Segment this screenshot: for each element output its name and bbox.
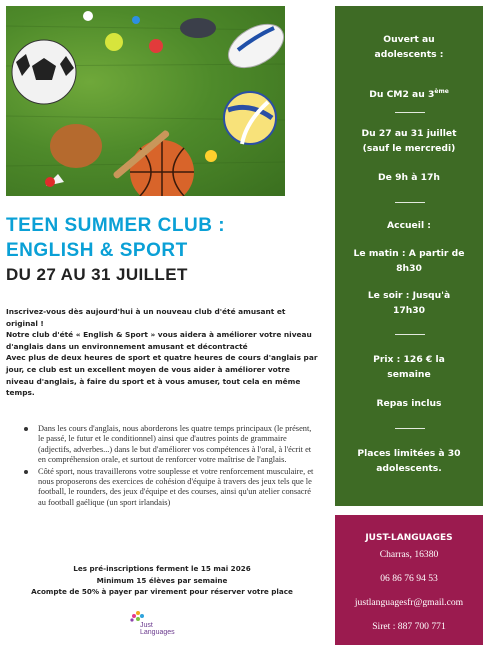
contact-siret: Siret : 887 700 771 [372,621,446,632]
divider [395,112,425,113]
price-line-1: Prix : 126 € la [373,354,445,365]
evening-line-1: Le soir : Jusqu'à [367,290,451,301]
preregistration-deadline: Les pré-inscriptions ferment le 15 mai 2026 [73,564,251,573]
contact-phone[interactable]: 06 86 76 94 53 [380,573,438,584]
dates-line-2: (sauf le mercredi) [362,143,456,154]
organization-name: JUST-LANGUAGES [365,533,453,543]
title-dates: DU 27 AU 31 JUILLET [6,265,188,284]
places-block [335,446,483,476]
level-text: Du CM2 au 3 [369,89,435,101]
divider [395,334,425,335]
open-line-1: Ouvert au [383,34,435,45]
soccer-ball-icon [12,40,76,104]
hours-text: De 9h à 17h [378,172,440,183]
welcome-title: Accueil : [387,220,431,231]
contact-panel [335,515,483,645]
morning-line-1: Le matin : A partir de [353,248,465,259]
logo-text [140,622,175,636]
contact-city: Charras, 16380 [379,549,439,560]
page-title [6,213,296,263]
bullet-english: Dans les cours d'anglais, nous aborderons les quatre temps principaux (le présent, le passé, le futur et le conditionnel) ainsi que d'autres points de grammaire (adjectifs, adverbes...) dans le but d'améliorer vos compétences à l'oral, à l'écrit et en compréhension orale, et surtout de renforcer votre maîtrise de l'anglais. [24,424,318,466]
morning-line-2: 8h30 [396,263,422,274]
price-block [335,352,483,382]
dates-line-1: Du 27 au 31 juillet [361,128,457,139]
info-panel [335,6,483,506]
registration-notes [6,563,318,598]
level-block [335,84,483,102]
title-line-1: TEEN SUMMER CLUB : [6,215,226,236]
contact-email[interactable]: justlanguagesfr@gmail.com [354,597,464,608]
intro-text [6,306,318,399]
sports-balls-illustration [6,6,285,196]
title-line-2: ENGLISH & SPORT [6,240,188,261]
intro-paragraph-2: Notre club d'été « English & Sport » vous aidera à améliorer votre niveau d'anglais dans un environnement amusant et décontracté [6,330,312,351]
divider [395,202,425,203]
dates-block [335,126,483,156]
sports-equipment-image [6,6,285,196]
sneaker-icon [180,18,216,38]
open-line-2: adolescents : [374,49,444,60]
evening-block [335,288,483,318]
just-languages-logo [126,608,186,642]
program-bullets [24,424,318,509]
volleyball-icon [224,92,276,144]
places-line-2: adolescents. [376,463,442,474]
minimum-students: Minimum 15 élèves par semaine [96,575,228,585]
intro-paragraph-3: Avec plus de deux heures de sport et quatre heures de cours d'anglais par jour, ce club est un excellent moyen de vous aider à améliorer votre niveau d'anglais, à faire du sport et à vous amuser, tout cela en même temps. [6,353,318,398]
basketball-icon [130,140,194,196]
tennis-ball-icon [105,33,123,51]
evening-line-2: 17h30 [392,305,426,316]
logo-line-2: Languages [140,629,175,636]
bullet-sport: Côté sport, nous travaillerons votre souplesse et votre renforcement musculaire, et nous proposerons des exercices de cohésion d'équipe à travers des jeux tels que le football, le rounders, des jeux d'équipe et des courses, ainsi qu'un atelier consacré au football gaélique (un sport irlandais) [24,467,318,509]
logo-line-1: Just [140,622,153,629]
level-superscript: ème [434,88,449,95]
divider [395,428,425,429]
morning-block [335,246,483,276]
audience-block [335,32,483,62]
meals-text: Repas inclus [376,398,442,409]
rugby-ball-icon [221,15,285,76]
deposit-info: Acompte de 50% à payer par virement pour réserver votre place [31,587,293,597]
places-line-1: Places limitées à 30 [357,448,461,459]
price-line-2: semaine [387,369,431,380]
intro-paragraph-1: Inscrivez-vous dès aujourd'hui à un nouveau club d'été amusant et original ! [6,307,286,328]
baseball-glove-icon [50,124,102,168]
